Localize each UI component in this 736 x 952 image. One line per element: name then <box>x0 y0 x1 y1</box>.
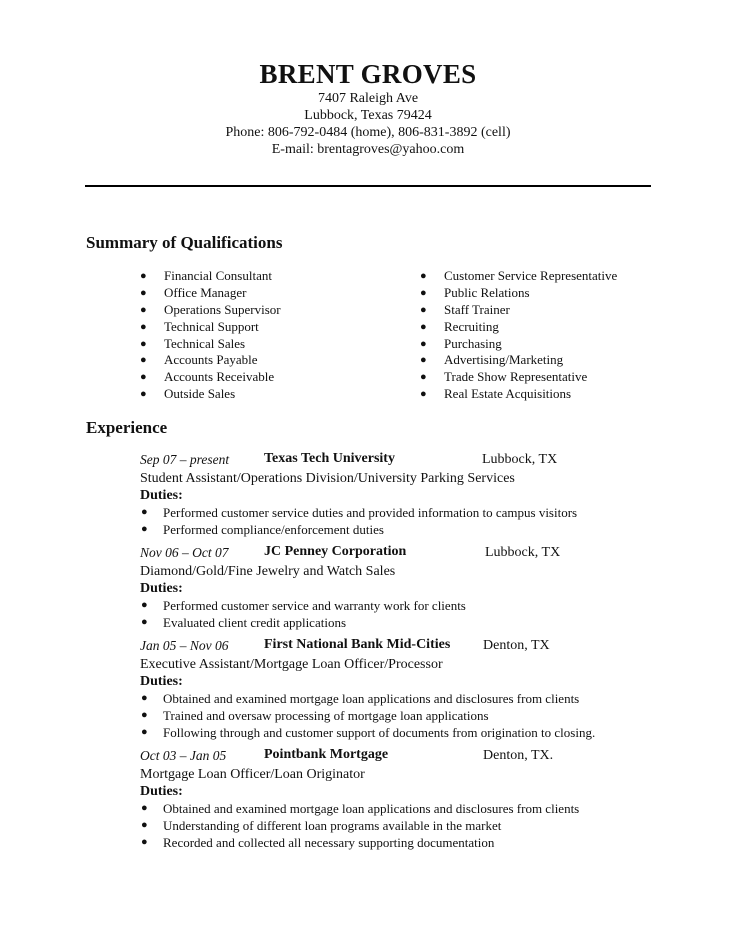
duties-label: Duties: <box>140 674 183 689</box>
bullet-icon: ● <box>420 371 427 384</box>
job-entry <box>140 748 660 851</box>
job-header <box>140 545 660 563</box>
bullet-icon: ● <box>141 802 148 814</box>
duties-label: Duties: <box>140 488 183 503</box>
job-header <box>140 748 660 766</box>
address-line-2: Lubbock, Texas 79424 <box>304 108 432 123</box>
job-location: Denton, TX. <box>483 748 554 763</box>
bullet-icon: ● <box>140 337 147 350</box>
bullet-icon: ● <box>140 354 147 367</box>
qualification-item: ● Real Estate Acquisitions <box>420 386 572 402</box>
job-company: JC Penney Corporation <box>264 544 407 559</box>
bullet-icon: ● <box>141 709 148 721</box>
job-dates: Nov 06 – Oct 07 <box>140 545 229 560</box>
bullet-icon: ● <box>420 286 427 299</box>
qualification-item: ● Accounts Payable <box>140 352 258 368</box>
job-header <box>140 638 660 656</box>
duty-item: ● Performed customer service and warranty work for clients <box>141 598 466 613</box>
job-dates: Sep 07 – present <box>140 452 230 467</box>
duty-item: ● Performed customer service duties and provided information to campus visitors <box>141 505 578 520</box>
duty-item: ● Performed compliance/enforcement duties <box>141 522 384 537</box>
duties-list <box>140 597 660 631</box>
qualification-item: ● Office Manager <box>140 284 247 300</box>
job-title: Diamond/Gold/Fine Jewelry and Watch Sales <box>140 564 396 579</box>
qualification-item: ● Public Relations <box>420 284 530 300</box>
job-location: Denton, TX <box>483 638 550 653</box>
candidate-name: BRENT GROVES <box>259 59 477 89</box>
job-title: Student Assistant/Operations Division/University Parking Services <box>140 471 515 486</box>
duty-item: ● Trained and oversaw processing of mortgage loan applications <box>141 708 489 723</box>
bullet-icon: ● <box>420 303 427 316</box>
bullet-icon: ● <box>141 819 148 831</box>
qualification-item: ● Recruiting <box>420 318 499 334</box>
job-dates: Jan 05 – Nov 06 <box>140 638 229 653</box>
bullet-icon: ● <box>141 506 148 518</box>
header-divider <box>85 185 651 187</box>
qualification-item: ● Technical Support <box>140 318 259 334</box>
bullet-icon: ● <box>141 692 148 704</box>
job-location: Lubbock, TX <box>485 545 561 560</box>
job-title: Executive Assistant/Mortgage Loan Officer/Processor <box>140 657 443 672</box>
qualification-item: ● Financial Consultant <box>140 268 272 283</box>
job-company: Texas Tech University <box>264 451 395 466</box>
bullet-icon: ● <box>140 286 147 299</box>
bullet-icon: ● <box>140 303 147 316</box>
job-entry <box>140 545 660 631</box>
experience-heading: Experience <box>86 418 168 437</box>
bullet-icon: ● <box>141 836 148 848</box>
bullet-icon: ● <box>141 726 148 738</box>
resume-header <box>0 58 736 158</box>
bullet-icon: ● <box>140 270 147 282</box>
qualification-item: ● Operations Supervisor <box>140 301 281 317</box>
qualifications-right-list <box>420 268 617 403</box>
qualification-item: ● Outside Sales <box>140 386 236 402</box>
duties-label: Duties: <box>140 784 183 799</box>
qualification-item: ● Advertising/Marketing <box>420 352 564 368</box>
bullet-icon: ● <box>140 388 147 401</box>
duty-item: ● Following through and customer support of documents from origination to closing. <box>141 725 596 740</box>
address-line-1: 7407 Raleigh Ave <box>317 91 419 106</box>
bullet-icon: ● <box>420 320 427 333</box>
duties-list <box>140 800 660 851</box>
job-entry <box>140 452 660 538</box>
bullet-icon: ● <box>420 354 427 367</box>
duty-item: ● Evaluated client credit applications <box>141 615 347 630</box>
job-dates: Oct 03 – Jan 05 <box>140 748 227 763</box>
bullet-icon: ● <box>141 616 148 628</box>
qualification-item: ● Technical Sales <box>140 335 246 351</box>
bullet-icon: ● <box>420 270 427 282</box>
job-location: Lubbock, TX <box>482 452 558 467</box>
bullet-icon: ● <box>140 320 147 333</box>
duty-item: ● Obtained and examined mortgage loan applications and disclosures from clients <box>141 801 580 816</box>
phone-line: Phone: 806-792-0484 (home), 806-831-3892 (cell) <box>225 125 511 140</box>
duties-list <box>140 690 660 741</box>
bullet-icon: ● <box>420 388 427 401</box>
qualification-item: ● Purchasing <box>420 335 502 351</box>
duty-item: ● Obtained and examined mortgage loan applications and disclosures from clients <box>141 691 580 706</box>
duties-list <box>140 504 660 538</box>
bullet-icon: ● <box>141 523 148 535</box>
job-title: Mortgage Loan Officer/Loan Originator <box>140 767 365 782</box>
bullet-icon: ● <box>141 599 148 611</box>
email-line: E-mail: brentagroves@yahoo.com <box>271 142 465 157</box>
bullet-icon: ● <box>420 337 427 350</box>
qualifications-left-list <box>140 268 281 403</box>
duty-item: ● Understanding of different loan programs available in the market <box>141 818 502 833</box>
summary-heading: Summary of Qualifications <box>86 233 283 252</box>
qualification-item: ● Accounts Receivable <box>140 369 275 385</box>
qualification-item: ● Customer Service Representative <box>420 268 618 283</box>
qualification-item: ● Trade Show Representative <box>420 369 588 385</box>
bullet-icon: ● <box>140 371 147 384</box>
duties-label: Duties: <box>140 581 183 596</box>
job-company: Pointbank Mortgage <box>264 747 389 762</box>
job-entry <box>140 638 660 741</box>
job-company: First National Bank Mid-Cities <box>264 637 451 652</box>
qualification-item: ● Staff Trainer <box>420 301 510 317</box>
duty-item: ● Recorded and collected all necessary supporting documentation <box>141 835 495 850</box>
job-header <box>140 452 660 470</box>
